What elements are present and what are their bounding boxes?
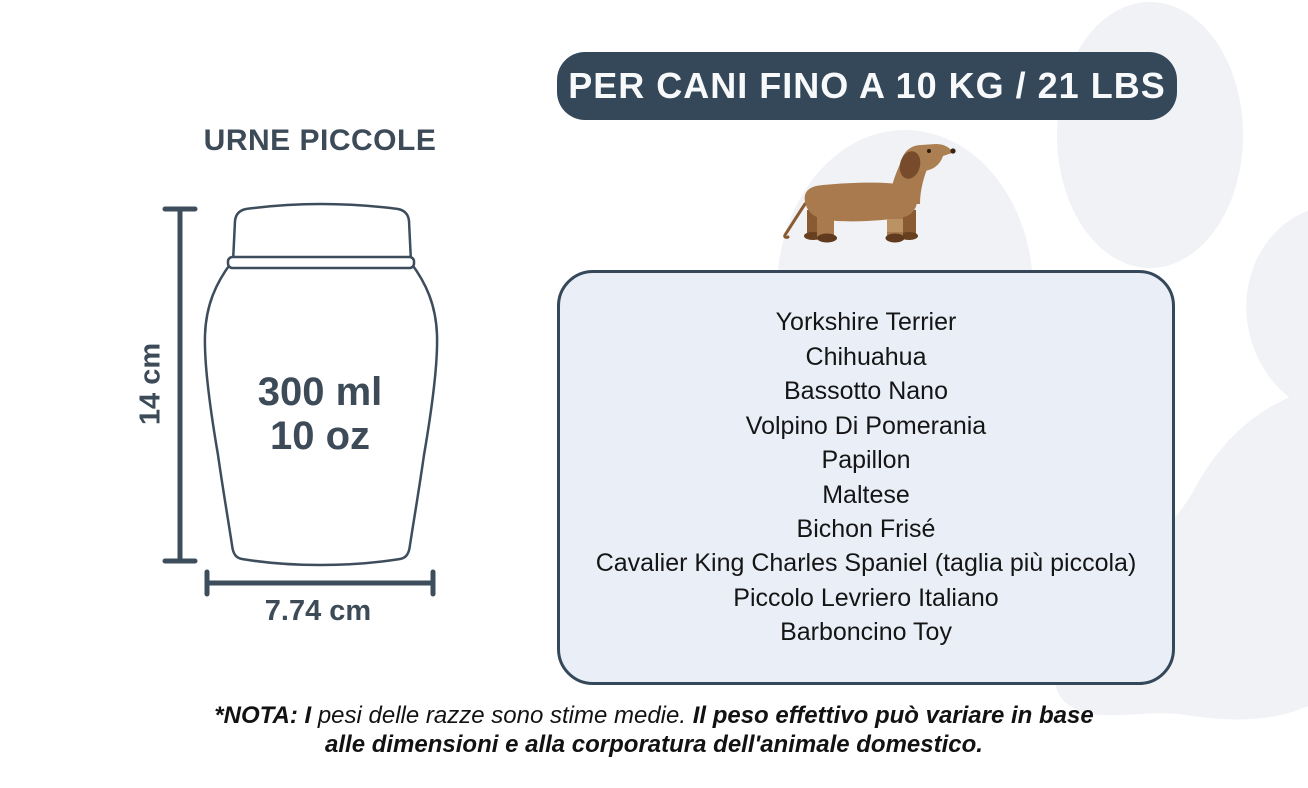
breed-item: Cavalier King Charles Spaniel (taglia più piccola)	[595, 549, 1137, 578]
breed-list-box	[557, 270, 1175, 685]
breed-item: Yorkshire Terrier	[775, 308, 957, 337]
disclaimer-bold-text-2: alle dimensioni e alla corporatura dell'animale domestico.	[325, 731, 983, 758]
disclaimer-nota-prefix: *NOTA: I	[214, 702, 318, 729]
breed-item: Piccolo Levriero Italiano	[733, 583, 999, 612]
breed-item: Maltese	[822, 480, 910, 509]
disclaimer-note	[154, 701, 1154, 759]
breed-item: Bassotto Nano	[784, 377, 948, 406]
disclaimer-line-2	[154, 730, 1154, 759]
dachshund-icon	[783, 140, 958, 245]
disclaimer-bold-text: Il peso effettivo può variare in base	[692, 702, 1094, 729]
urn-capacity-imperial: 10 oz	[269, 414, 371, 458]
breed-item: Papillon	[821, 446, 911, 475]
breed-item: Chihuahua	[805, 342, 927, 371]
disclaimer-line-1	[154, 701, 1154, 730]
disclaimer-regular-text: pesi delle razze sono stime medie.	[317, 702, 693, 729]
urn-width-label: 7.74 cm	[264, 595, 372, 627]
breed-item: Volpino Di Pomerania	[745, 411, 987, 440]
breed-item: Barboncino Toy	[780, 618, 952, 647]
urn-height-label: 14 cm	[134, 342, 167, 426]
weight-range-banner: PER CANI FINO A 10 KG / 21 LBS	[557, 52, 1177, 120]
urn-capacity-label	[205, 370, 435, 458]
urn-section-title: URNE PICCOLE	[203, 124, 437, 157]
breed-item: Bichon Frisé	[796, 514, 936, 543]
urn-capacity-metric: 300 ml	[257, 370, 383, 414]
